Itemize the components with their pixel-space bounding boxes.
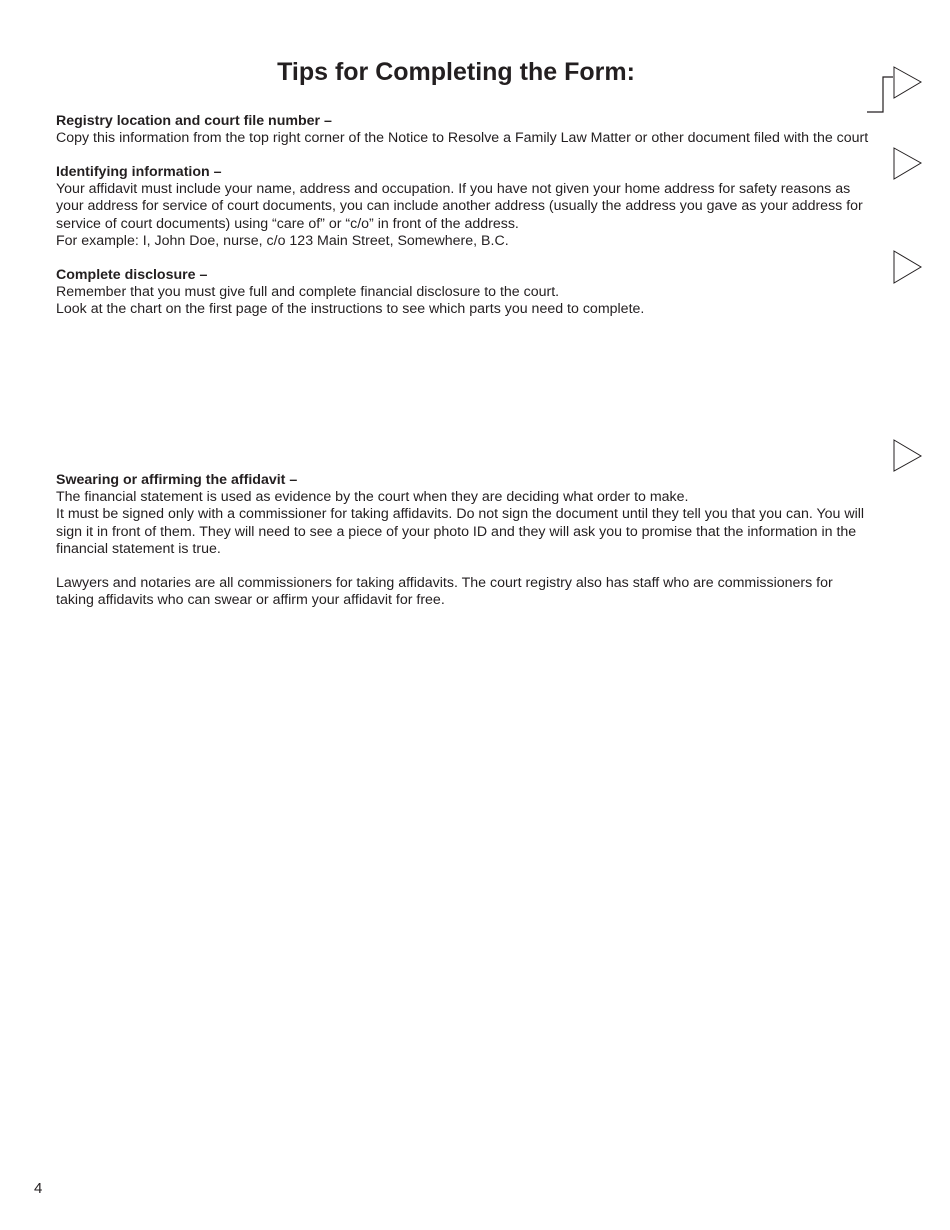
triangle-marker-icon <box>894 440 921 471</box>
section-example: For example: I, John Doe, nurse, c/o 123 Main Street, Somewhere, B.C. <box>56 232 509 249</box>
section-text: Lawyers and notaries are all commissioners for taking affidavits. The court registry also has staff who are commissioners for taking affidavits who can swear or affirm your affidavit for free. <box>56 575 833 609</box>
section-heading: Swearing or affirming the affidavit – <box>56 472 298 488</box>
section-identifying <box>56 164 866 250</box>
section-heading: Registry location and court file number – <box>56 113 332 129</box>
triangle-marker-icon <box>894 67 921 98</box>
section-swearing <box>56 472 866 609</box>
section-heading: Complete disclosure – <box>56 267 208 283</box>
page-title: Tips for Completing the Form: <box>277 58 635 86</box>
section-text: Your affidavit must include your name, address and occupation. If you have not given your home address for safety reasons as your address for service of court documents, you can include another address (usually the address you gave as your address for service of court documents) using “care of” or “c/o” in front of the address. <box>56 181 863 232</box>
page-number: 4 <box>34 1180 43 1197</box>
triangle-marker-icon <box>894 251 921 283</box>
section-text: Copy this information from the top right corner of the Notice to Resolve a Family Law Matter or other document filed with the court <box>56 130 869 147</box>
section-heading: Identifying information – <box>56 164 222 180</box>
margin-markers <box>860 60 930 480</box>
section-disclosure <box>56 267 866 319</box>
section-text: The financial statement is used as evidence by the court when they are deciding what order to make. <box>56 489 689 506</box>
section-text: Remember that you must give full and complete financial disclosure to the court. <box>56 284 560 301</box>
section-text: Look at the chart on the first page of the instructions to see which parts you need to complete. <box>56 301 645 318</box>
section-registry <box>56 113 869 147</box>
triangle-marker-icon <box>894 148 921 179</box>
corner-bracket-icon <box>867 77 893 112</box>
section-text: It must be signed only with a commissioner for taking affidavits. Do not sign the document until they tell you that you can. You will sign it in front of them. They will need to see a piece of your photo ID and they will ask you to promise that the information in the financial statement is true. <box>56 506 865 557</box>
